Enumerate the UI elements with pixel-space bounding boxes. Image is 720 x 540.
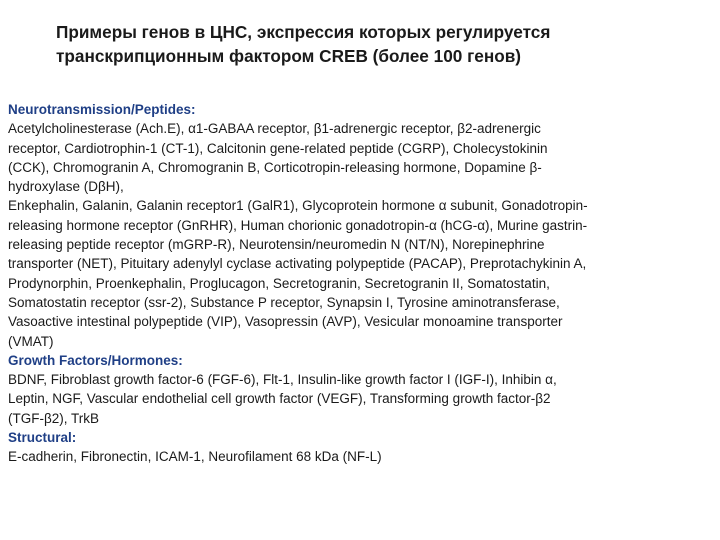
gene-line: releasing peptide receptor (mGRP-R), Neurotensin/neuromedin N (NT/N), Norepinephrine [8,237,545,253]
gene-line: Acetylcholinesterase (Ach.E), α1-GABAA receptor, β1-adrenergic receptor, β2-adrenergic [8,121,541,137]
gene-line: BDNF, Fibroblast growth factor-6 (FGF-6), Flt-1, Insulin-like growth factor I (IGF-I), Inhibin α, [8,372,557,388]
gene-list [8,100,708,467]
gene-line: hydroxylase (DβH), [8,179,124,195]
slide-title [56,20,676,68]
gene-line: (CCK), Chromogranin A, Chromogranin B, Corticotropin-releasing hormone, Dopamine β- [8,159,542,175]
gene-line: transporter (NET), Pituitary adenylyl cyclase activating polypeptide (PACAP), Preprotachykinin A, [8,256,587,272]
gene-line: receptor, Cardiotrophin-1 (CT-1), Calcitonin gene-related peptide (CGRP), Cholecystokinin [8,140,548,156]
gene-line: Prodynorphin, Proenkephalin, Proglucagon, Secretogranin, Secretogranin II, Somatostatin, [8,275,550,291]
gene-line: Leptin, NGF, Vascular endothelial cell growth factor (VEGF), Transforming growth factor-β2 [8,391,551,407]
gene-line: Enkephalin, Galanin, Galanin receptor1 (GalR1), Glycoprotein hormone α subunit, Gonadotropin- [8,198,588,214]
section-heading: Neurotransmission/Peptides: [8,102,196,117]
gene-line: Somatostatin receptor (ssr-2), Substance P receptor, Synapsin I, Tyrosine aminotransferase, [8,294,560,310]
section-heading: Structural: [8,430,77,446]
section-heading: Growth Factors/Hormones: [8,352,183,368]
gene-line: (TGF-β2), TrkB [8,410,100,426]
gene-line: releasing hormone receptor (GnRHR), Human chorionic gonadotropin-α (hCG-α), Murine gastrin- [8,217,588,233]
gene-line: Vasoactive intestinal polypeptide (VIP), Vasopressin (AVP), Vesicular monoamine transporter [8,314,563,330]
gene-line: (VMAT) [8,333,54,349]
slide-title-line: Примеры генов в ЦНС, экспрессия которых регулируется [56,22,551,42]
gene-line: E-cadherin, Fibronectin, ICAM-1, Neurofilament 68 kDa (NF-L) [8,449,382,465]
slide-title-line: транскрипционным фактором CREB (более 100 генов) [56,46,521,66]
